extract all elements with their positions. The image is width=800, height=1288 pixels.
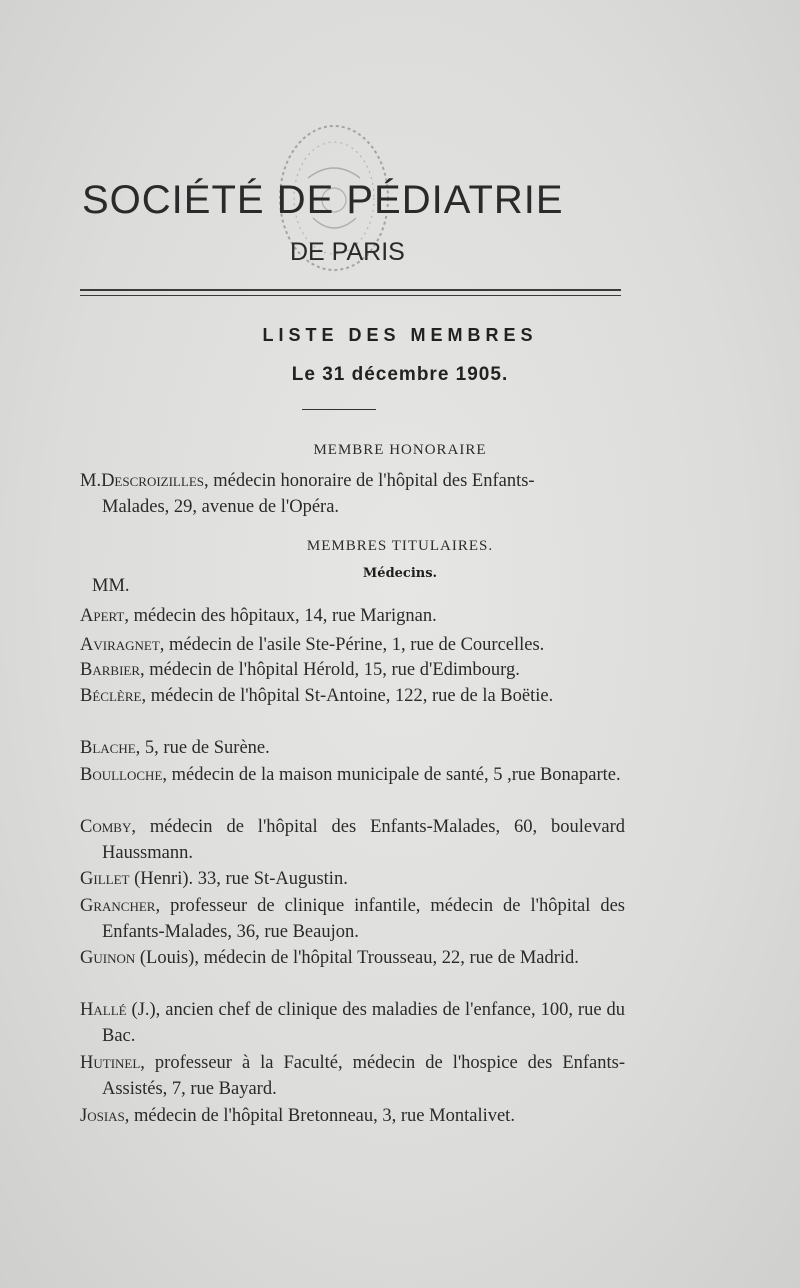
- honorary-entry-cont: [80, 494, 625, 520]
- list-item: [80, 1050, 625, 1102]
- list-item: [80, 632, 625, 658]
- member-detail: , 5, rue de Surène.: [135, 738, 270, 758]
- member-detail: , médecin de l'hôpital des Enfants-Malades, 60, boulevard Haussmann.: [102, 817, 625, 863]
- member-name: Boulloche: [80, 765, 163, 785]
- member-name: Apert: [80, 606, 125, 626]
- divider: [302, 409, 376, 410]
- member-name: Josias: [80, 1106, 125, 1126]
- list-item: [80, 945, 625, 971]
- member-name: Gillet: [80, 869, 130, 889]
- member-detail: (Henri). 33, rue St-Augustin.: [129, 869, 348, 889]
- member-name: Blache: [80, 738, 136, 758]
- member-detail: (J.), ancien chef de clinique des maladies de l'enfance, 100, rue du Bac.: [102, 1000, 625, 1046]
- member-detail: (Louis), médecin de l'hôpital Trousseau, 22, rue de Madrid.: [135, 948, 579, 968]
- list-item: [80, 814, 625, 866]
- list-date: Le 31 décembre 1905.: [291, 364, 509, 385]
- member-name: Comby: [80, 817, 132, 837]
- honorary-entry: [80, 468, 625, 494]
- member-name: Hallé: [80, 1000, 127, 1020]
- member-name: Aviragnet: [80, 635, 160, 655]
- list-item: [80, 735, 625, 761]
- list-item: [80, 866, 625, 892]
- double-rule-bottom: [80, 295, 621, 296]
- list-item: [80, 893, 625, 945]
- member-detail: , professeur à la Faculté, médecin de l'hospice des Enfants-Assistés, 7, rue Bayard.: [102, 1053, 625, 1099]
- titular-heading: MEMBRES TITULAIRES.: [306, 538, 494, 554]
- member-name: Grancher: [80, 896, 156, 916]
- subsection-heading: Médecins.: [362, 566, 438, 581]
- list-item: [80, 603, 625, 629]
- member-name: M.Descroizilles: [80, 471, 204, 491]
- member-detail: , médecin de l'hôpital Hérold, 15, rue d'Edimbourg.: [140, 660, 520, 680]
- society-city: DE PARIS: [290, 238, 405, 266]
- member-name: Guinon: [80, 948, 136, 968]
- member-detail: , médecin des hôpitaux, 14, rue Marignan.: [124, 606, 437, 626]
- list-item: [80, 1103, 625, 1129]
- list-item: [80, 762, 625, 788]
- list-item: [80, 997, 625, 1049]
- double-rule-top: [80, 289, 621, 291]
- society-title: SOCIÉTÉ DE PÉDIATRIE: [82, 178, 564, 222]
- member-name: Barbier: [80, 660, 141, 680]
- member-detail: , professeur de clinique infantile, médecin de l'hôpital des Enfants-Malades, 36, rue Beaujon.: [102, 896, 625, 942]
- member-detail: , médecin de l'asile Ste-Périne, 1, rue de Courcelles.: [159, 635, 545, 655]
- list-title: LISTE DES MEMBRES: [262, 325, 538, 345]
- list-item: [80, 657, 625, 683]
- member-name: Hutinel: [80, 1053, 141, 1073]
- member-name: Béclère: [80, 686, 142, 706]
- honorary-heading: MEMBRE HONORAIRE: [313, 442, 487, 458]
- member-detail: , médecin de l'hôpital Bretonneau, 3, rue Montalivet.: [124, 1106, 515, 1126]
- member-detail: , médecin honoraire de l'hôpital des Enfants-: [204, 471, 535, 491]
- list-item: [80, 683, 625, 709]
- member-detail: , médecin de l'hôpital St-Antoine, 122, rue de la Boëtie.: [141, 686, 554, 706]
- member-detail: , médecin de la maison municipale de santé, 5 ,rue Bonaparte.: [162, 765, 621, 785]
- member-detail-cont: Malades, 29, avenue de l'Opéra.: [102, 497, 340, 517]
- mm-prefix: MM.: [92, 576, 130, 596]
